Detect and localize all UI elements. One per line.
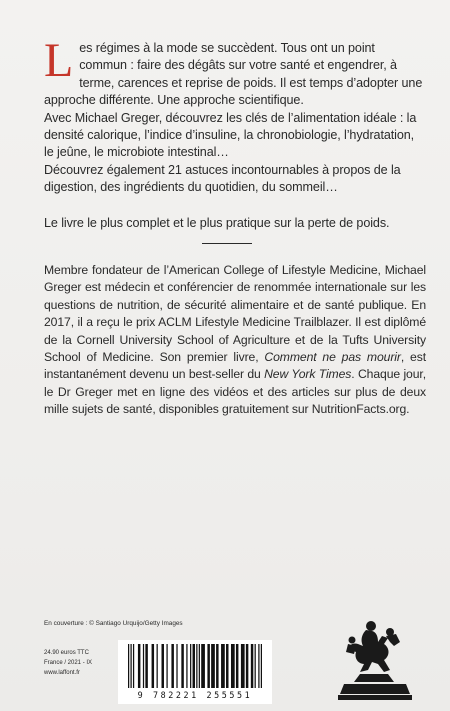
- barcode-bar: [255, 644, 256, 688]
- blurb: [44, 34, 424, 232]
- barcode-bars: [118, 640, 272, 690]
- barcode-bar: [171, 644, 173, 688]
- drop-cap: L: [44, 34, 74, 87]
- barcode-bar: [162, 644, 164, 688]
- isbn-number: 9 782221 255551: [137, 690, 253, 700]
- barcode-bar: [152, 644, 154, 688]
- price: 24.90 euros TTC: [44, 650, 89, 656]
- barcode-bar: [130, 644, 131, 688]
- barcode-bar: [258, 644, 259, 688]
- cover-credit: En couverture : © Santiago Urquijo/Getty Images: [44, 620, 183, 627]
- barcode-bar: [261, 644, 262, 688]
- bio-part2: , est instantanément devenu un best-seller du: [44, 350, 427, 382]
- isbn-barcode: [118, 640, 272, 704]
- edition-info: France / 2021 - IX: [44, 660, 93, 666]
- barcode-bar: [176, 644, 177, 688]
- bio-newspaper: New York Times: [264, 367, 352, 382]
- barcode-bar: [216, 644, 218, 688]
- price-block: [44, 648, 104, 678]
- barcode-bar: [143, 644, 144, 688]
- barcode-bar: [138, 644, 140, 688]
- barcode-bar: [246, 644, 248, 688]
- bio-book-title: Comment ne pas mourir: [264, 350, 401, 365]
- barcode-bar: [241, 644, 245, 688]
- barcode-bar: [236, 644, 238, 688]
- barcode-bar: [207, 644, 209, 688]
- barcode-bar: [251, 644, 253, 688]
- blurb-keys: Avec Michael Greger, découvrez les clés de l’alimentation idéale : la densité calorique, l’indice d’insuline, la chronobiologie, l’hydratation, le jeûne, le microbiote intestinal…: [44, 110, 417, 160]
- barcode-bar: [133, 644, 134, 688]
- blurb-intro-text: es régimes à la mode se succèdent. Tous ont un point commun : faire des dégâts sur votre santé et engendrer, à terme, carences et reprise de poids. Il est temps d’adopter une approche différente. Une approche scientifique.: [44, 41, 423, 108]
- barcode-bar: [199, 644, 200, 688]
- barcode-bar: [221, 644, 225, 688]
- publisher-url: www.laffont.fr: [44, 670, 80, 676]
- section-divider: [202, 243, 252, 244]
- barcode-bar: [190, 644, 191, 688]
- barcode-bar: [128, 644, 129, 688]
- barcode-bar: [201, 644, 205, 688]
- laffont-figures-logo-icon: [338, 618, 412, 700]
- barcode-bar: [211, 644, 215, 688]
- author-bio-text: [44, 262, 426, 419]
- barcode-bar: [231, 644, 235, 688]
- barcode-bar: [157, 644, 158, 688]
- barcode-bar: [186, 644, 187, 688]
- barcode-bar: [181, 644, 183, 688]
- blurb-intro: [44, 34, 424, 110]
- bio-part3: . Chaque jour, le Dr Greger met en ligne des vidéos et des articles sur plus de deux mille sujets de santé, disponibles gratuitement sur NutritionFacts.org.: [44, 367, 426, 417]
- blurb-tagline: Le livre le plus complet et le plus pratique sur la perte de poids.: [44, 215, 390, 230]
- barcode-bar: [196, 644, 197, 688]
- barcode-bar: [166, 644, 167, 688]
- blurb-astuces: Découvrez également 21 astuces incontournables à propos de la digestion, des ingrédients du quotidien, du sommeil…: [44, 162, 401, 195]
- author-bio: [44, 262, 426, 419]
- barcode-bar: [145, 644, 147, 688]
- bio-part1: Membre fondateur de l’American College of Lifestyle Medicine, Michael Greger est médecin et conférencier de renommée internationale sur les questions de nutrition, de sécurité alimentaire et de santé publique. En 2017, il a reçu le prix ACLM Lifestyle Medicine Trailblazer. Il est diplômé de la Cornell University School of Agriculture et de la Tufts University School of Medicine. Son premier livre,: [44, 263, 426, 365]
- barcode-bar: [226, 644, 228, 688]
- barcode-bar: [193, 644, 195, 688]
